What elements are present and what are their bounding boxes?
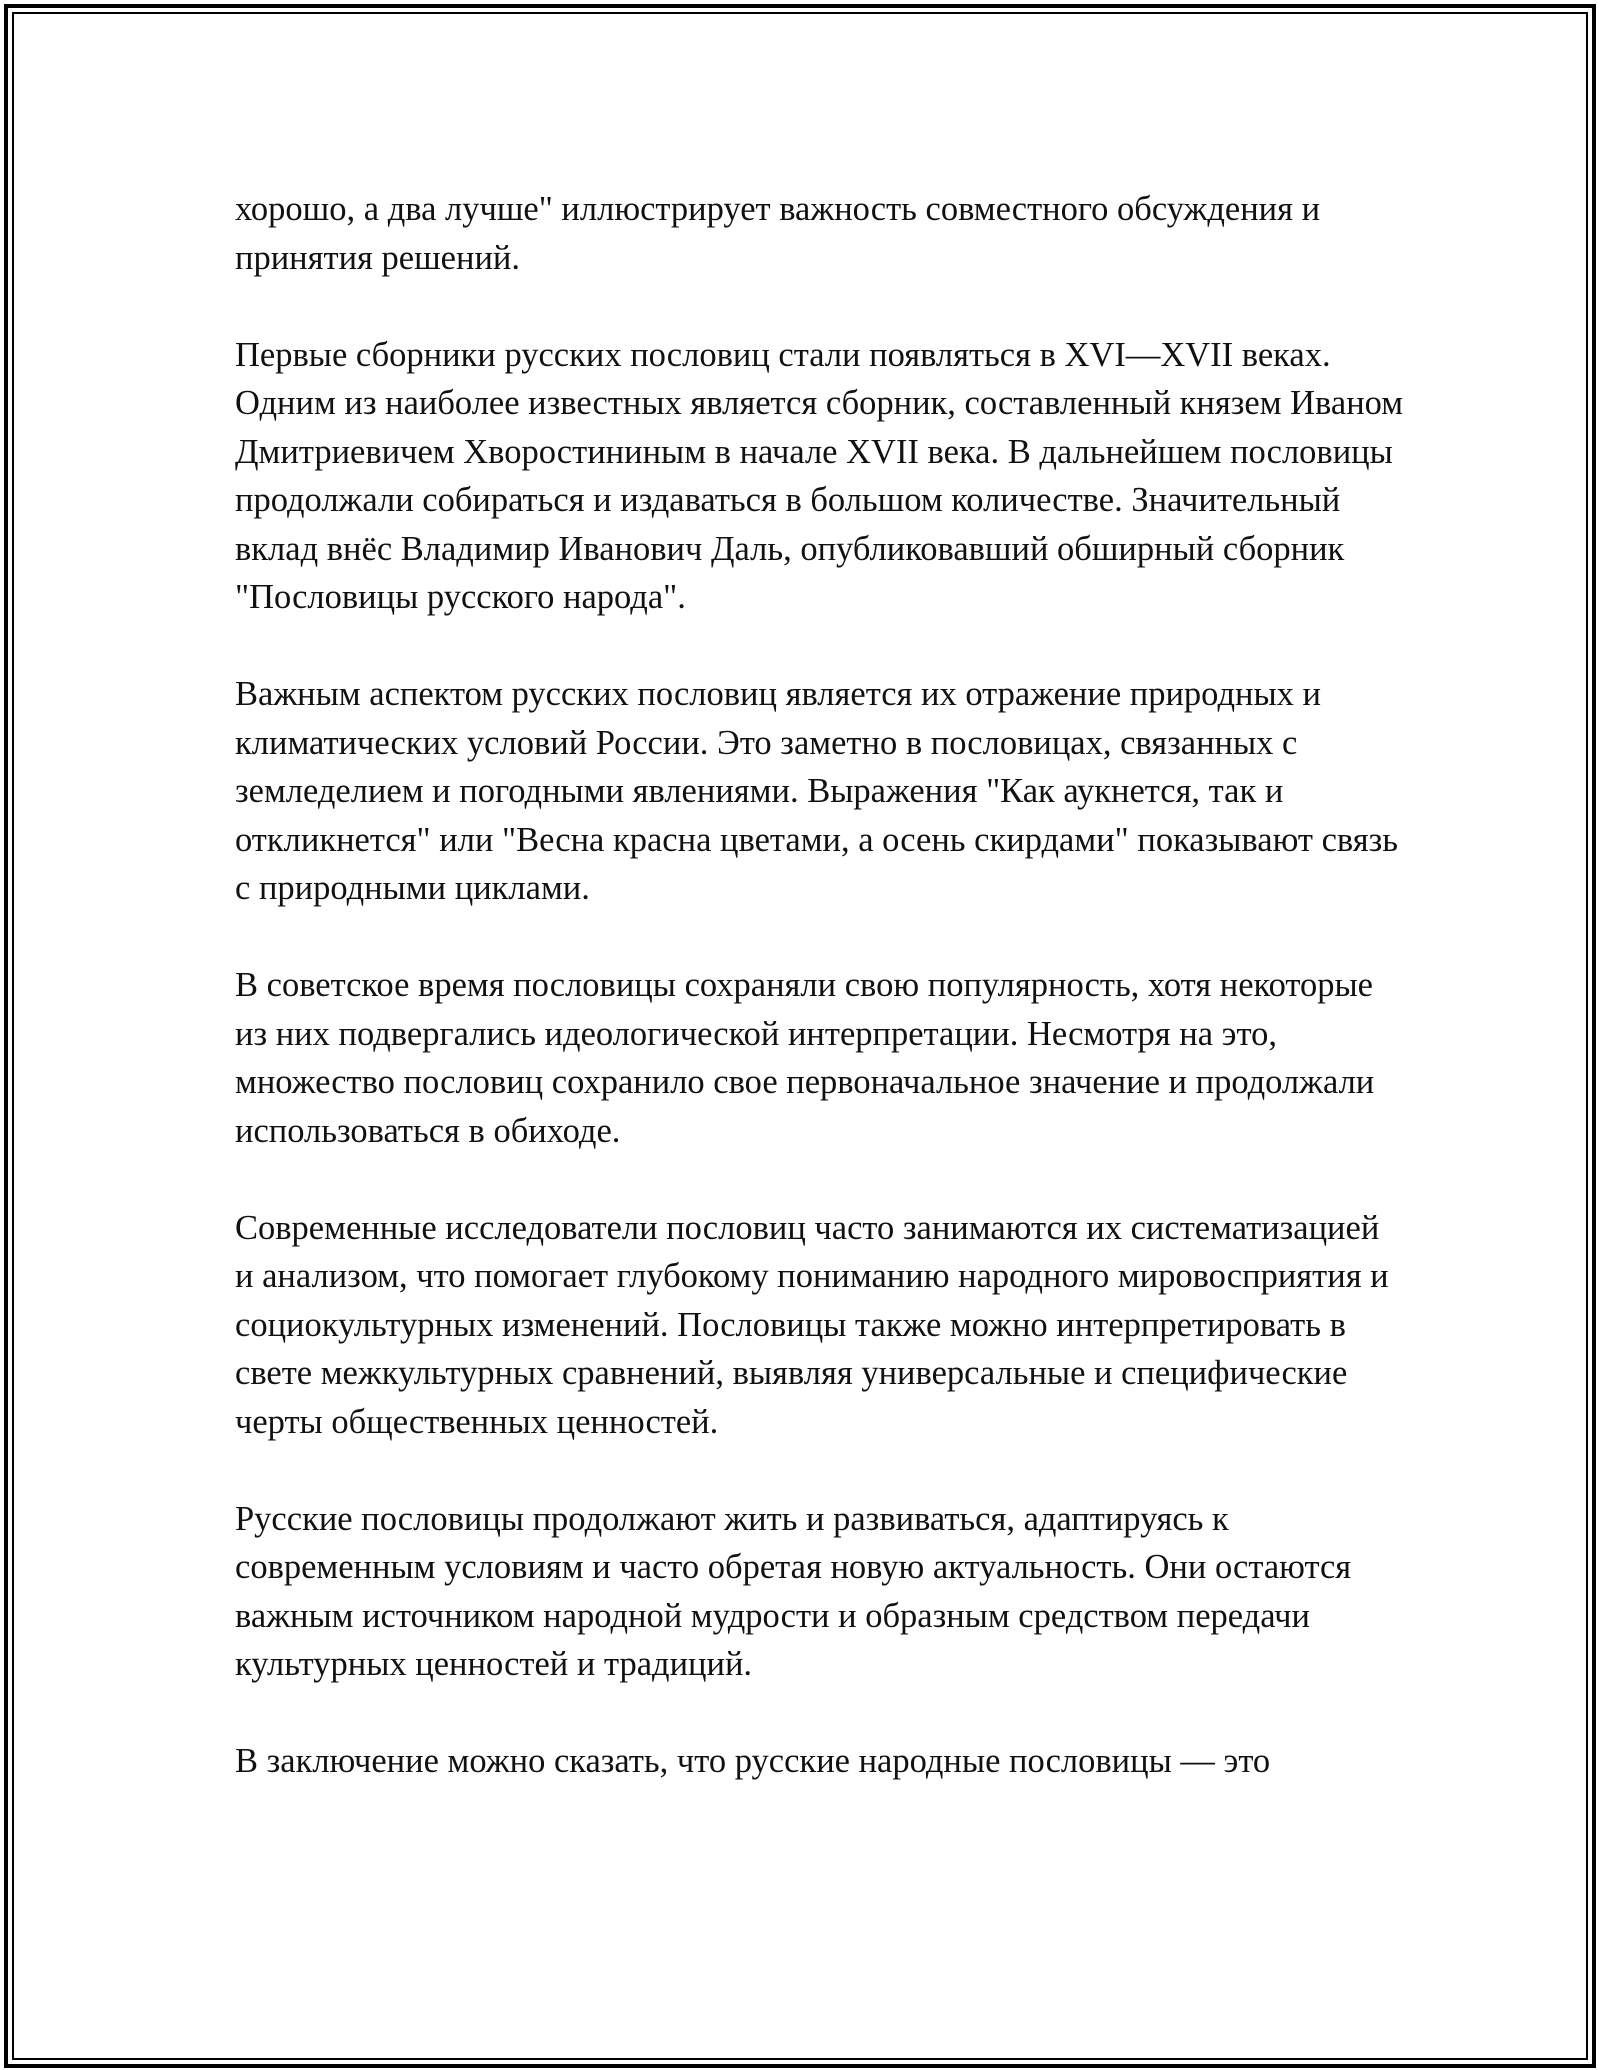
paragraph-first-collections: Первые сборники русских пословиц стали появляться в XVI—XVII веках. Одним из наиболее известных является сборник, составленный князем Иваном Дмитриевичем Хворостининым в начале XVII века. В дальнейшем пословицы продолжали собираться и издаваться в большом количестве. Значительный вклад внёс Владимир Иванович Даль, опубликовавший обширный сборник "Пословицы русского народа". — [235, 335, 1404, 616]
paragraph-modern-research: Современные исследователи пословиц часто занимаются их систематизацией и анализом, что помогает глубокому пониманию народного мировосприятия и социокультурных изменений. Пословицы также можно интерпретировать в свете межкультурных сравнений, выявляя универсальные и специфические черты общественных ценностей. — [235, 1208, 1389, 1441]
paragraph-conclusion: В заключение можно сказать, что русские народные пословицы — это — [235, 1742, 1271, 1780]
paragraph-soviet-era: В советское время пословицы сохраняли свою популярность, хотя некоторые из них подвергались идеологической интерпретации. Несмотря на это, множество пословиц сохранило свое первоначальное значение и продолжали использоваться в обиходе. — [235, 966, 1375, 1150]
paragraph-continuation: хорошо, а два лучше" иллюстрирует важность совместного обсуждения и принятия решений. — [235, 190, 1321, 277]
paragraph-continuing-life: Русские пословицы продолжают жить и развиваться, адаптируясь к современным условиям и часто обретая новую актуальность. Они остаются важным источником народной мудрости и образным средством передачи культурных ценностей и традиций. — [235, 1499, 1352, 1683]
document-body — [235, 185, 1405, 1786]
paragraph-nature-climate: Важным аспектом русских пословиц является их отражение природных и климатических условий России. Это заметно в пословицах, связанных с земледелием и погодными явлениями. Выражения "Как аукнется, так и откликнется" или "Весна красна цветами, а осень скирдами" показывают связь с природными циклами. — [235, 675, 1398, 907]
